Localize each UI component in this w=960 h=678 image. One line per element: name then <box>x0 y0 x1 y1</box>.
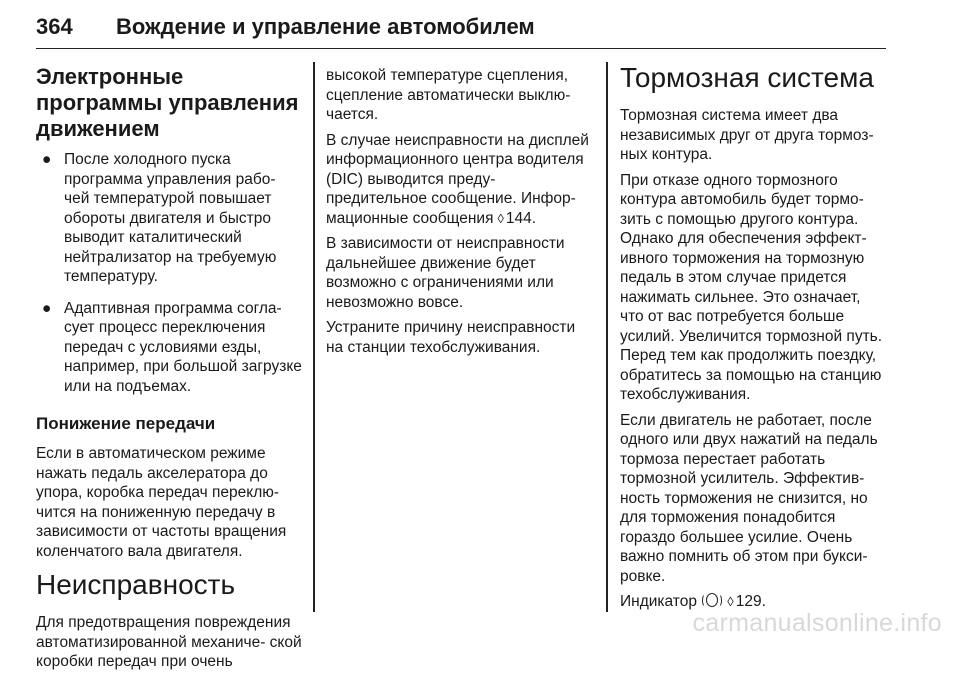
page-reference-link[interactable]: 129. <box>735 593 766 610</box>
column-divider-2 <box>606 62 608 612</box>
paragraph-dic: В случае неисправности на дисплей информационного центра водителя (DIC) выводится преду- предительное сообщение. Инфор- мационные сообщения ◊ 144. <box>326 131 589 227</box>
paragraph-circuit-failure: При отказе одного тормозного контура автомобиль будет тормо- зить с помощью другого контура. Однако для обеспечения эффект- ивного торможения на тормозную педаль в этом случае придется нажимать сильнее. Это означает, что от вас потребуется больше усилий. Увеличится тормозной путь. Перед тем как продолжить поездку, обратитесь за помощью на станцию техобслуживания. <box>620 171 883 403</box>
section-heading-malfunction: Неисправность <box>36 569 236 600</box>
column-2 <box>326 52 592 363</box>
paragraph-fix-fault: Устраните причину неисправности на станции техобслуживания. <box>326 319 576 356</box>
paragraph-malfunction: Для предотвращения повреждения автоматизированной механиче- ской коробки передач при очень <box>36 614 302 670</box>
page-number: 364 <box>36 14 73 39</box>
section-heading-electronic-programs: Электронные программы управления движением <box>36 64 299 141</box>
paragraph-engine-off: Если двигатель не работает, после одного или двух нажатий на педаль тормоза перестает работать тормозной усилитель. Эффектив- ность торможения не снизится, но для торможения понадобится гораздо большее усилие. Очень важно помнить об этом при букси- ровке. <box>620 411 878 585</box>
bullet-list <box>36 150 304 396</box>
column-divider-1 <box>313 62 315 612</box>
page-header <box>36 8 886 49</box>
bullet-icon: ● <box>42 299 52 317</box>
bullet-icon: ● <box>42 151 52 168</box>
watermark: carmanualsonline.info <box>692 609 942 637</box>
list-item: ● Адаптивная программа согла- сует процесс переключения передач с условиями езды, например, при большой загрузке или на подъемах. <box>42 299 302 395</box>
list-item: ● После холодного пуска программа управления рабо- чей температурой повышает обороты двигателя и быстро выводит каталитический нейтрализатор на требуемую температуру. <box>42 151 277 285</box>
page-reference-icon: ◊ <box>727 594 734 609</box>
page-reference-link[interactable]: 144. <box>505 209 537 227</box>
column-3 <box>620 52 888 618</box>
running-title: Вождение и управление автомобилем <box>116 14 535 39</box>
subheading-downshift: Понижение передачи <box>36 414 216 433</box>
section-heading-brake-system: Тормозная система <box>620 62 874 93</box>
column-1 <box>36 52 304 678</box>
page-reference-icon: ◊ <box>497 210 504 226</box>
paragraph-indicator: Индикатор ◊ 129. <box>620 593 766 610</box>
paragraph-brake-circuits: Тормозная система имеет два независимых друг от друга тормоз- ных контура. <box>620 107 874 163</box>
brake-warning-icon <box>703 593 721 607</box>
paragraph-clutch: высокой температуре сцепления, сцепление автоматически выклю- чается. <box>326 67 571 123</box>
paragraph-downshift: Если в автоматическом режиме нажать педаль акселератора до упора, коробка передач переклю- чится на пониженную передачу в зависимости от частоты вращения коленчатого вала двигателя. <box>36 445 287 560</box>
paragraph-fault-dependence: В зависимости от неисправности дальнейшее движение будет возможно с ограничениями или невозможно вовсе. <box>326 235 565 311</box>
